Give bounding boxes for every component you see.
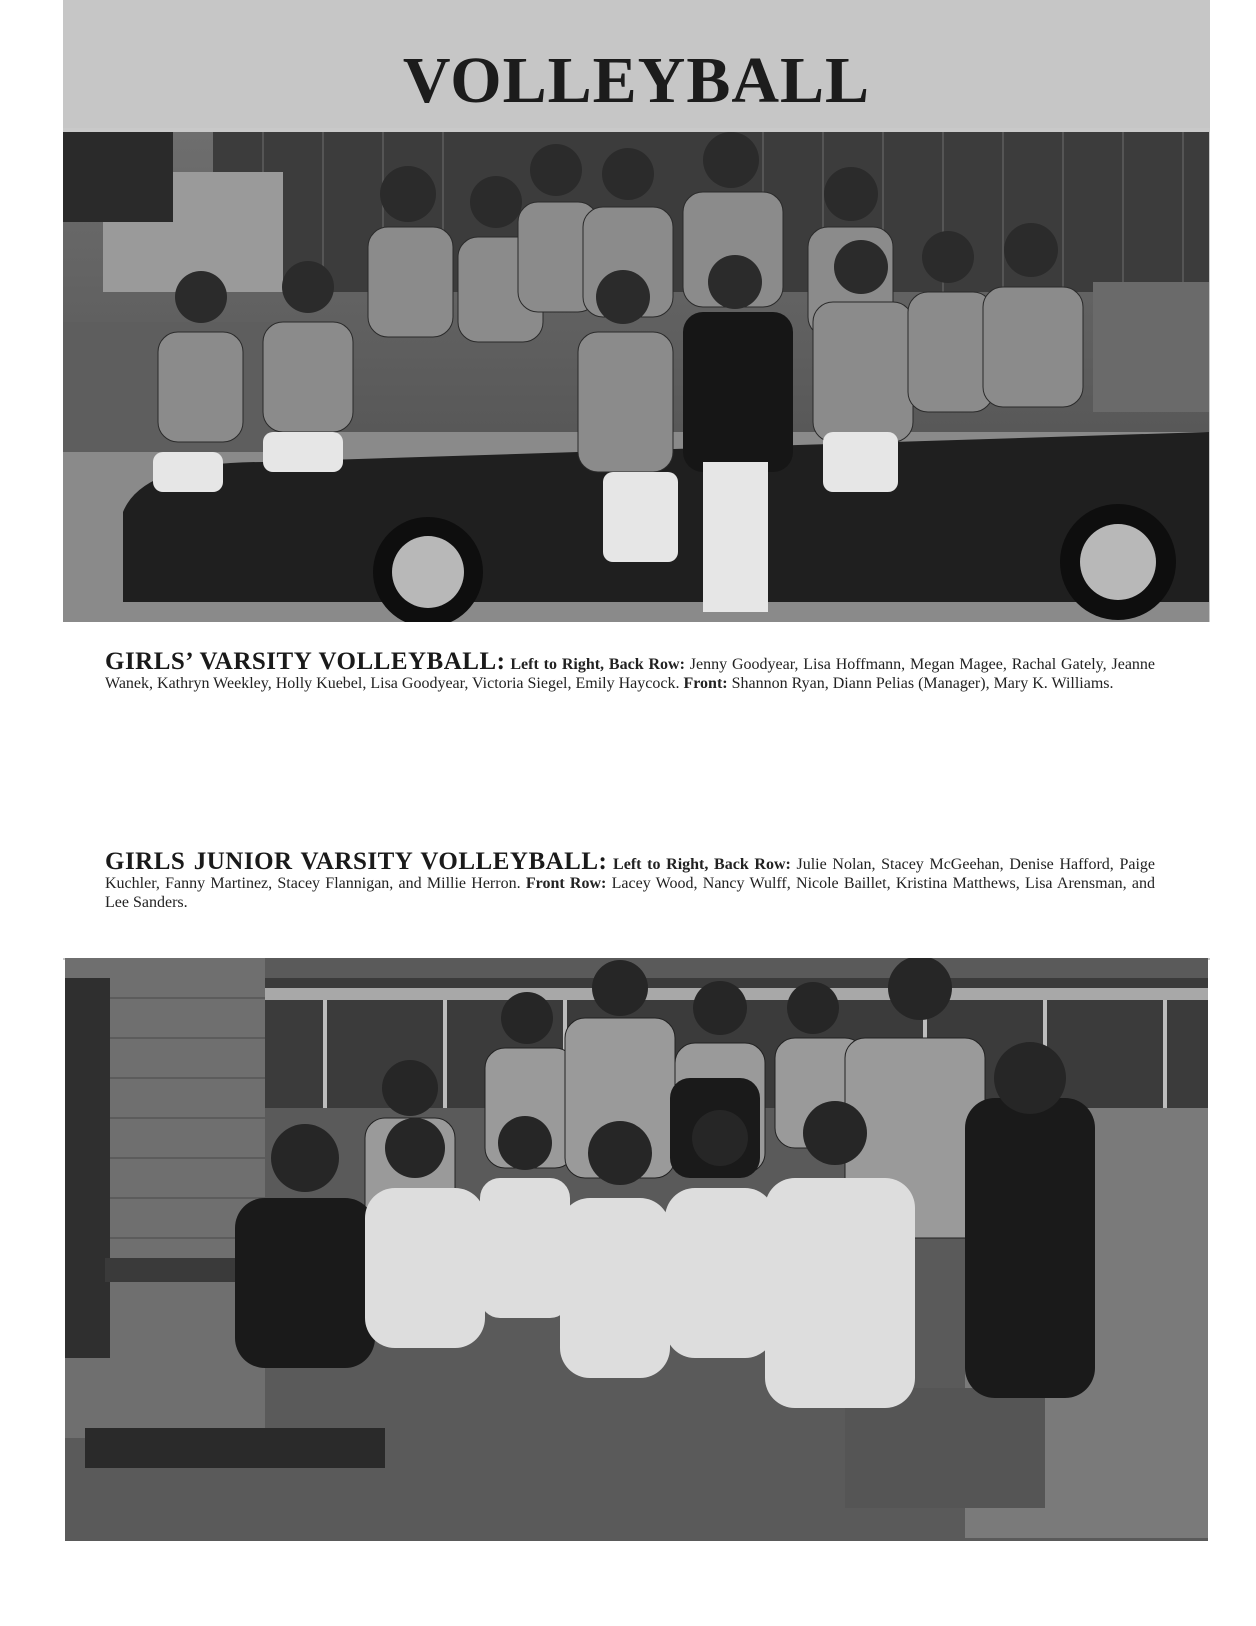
jv-front-row-names: Lacey Wood, Nancy Wulff, Nicole Baillet, Kristina Matthews, Lisa Arensman, and Lee Sanders. bbox=[105, 875, 1156, 911]
jv-heading: GIRLS JUNIOR VARSITY VOLLEYBALL: bbox=[105, 848, 608, 875]
jv-caption bbox=[105, 848, 1156, 912]
varsity-front-row-label: Front: bbox=[683, 675, 728, 692]
jv-photo-image bbox=[65, 958, 1208, 1541]
varsity-heading: GIRLS’ VARSITY VOLLEYBALL: bbox=[105, 648, 506, 675]
varsity-back-row-names: Jenny Goodyear, Lisa Hoffmann, Megan Magee, Rachal Gately, Jeanne Wanek, Kathryn Weekley, Holly Kuebel, Lisa Goodyear, Victoria Siegel, Emily Haycock. bbox=[105, 656, 1156, 692]
page-title: VOLLEYBALL bbox=[402, 44, 871, 117]
jv-back-row-names: Julie Nolan, Stacey McGeehan, Denise Hafford, Paige Kuchler, Fanny Martinez, Stacey Flannigan, and Millie Herron. bbox=[105, 856, 1156, 892]
varsity-front-row-names: Shannon Ryan, Diann Pelias (Manager), Mary K. Williams. bbox=[731, 675, 1114, 692]
jv-team-photo bbox=[65, 958, 1208, 1541]
varsity-back-row-label: Left to Right, Back Row: bbox=[510, 656, 685, 673]
varsity-photo-image bbox=[63, 132, 1209, 622]
varsity-team-photo bbox=[63, 132, 1209, 622]
jv-front-row-label: Front Row: bbox=[525, 875, 607, 892]
jv-back-row-label: Left to Right, Back Row: bbox=[613, 856, 791, 873]
varsity-caption bbox=[105, 648, 1156, 693]
